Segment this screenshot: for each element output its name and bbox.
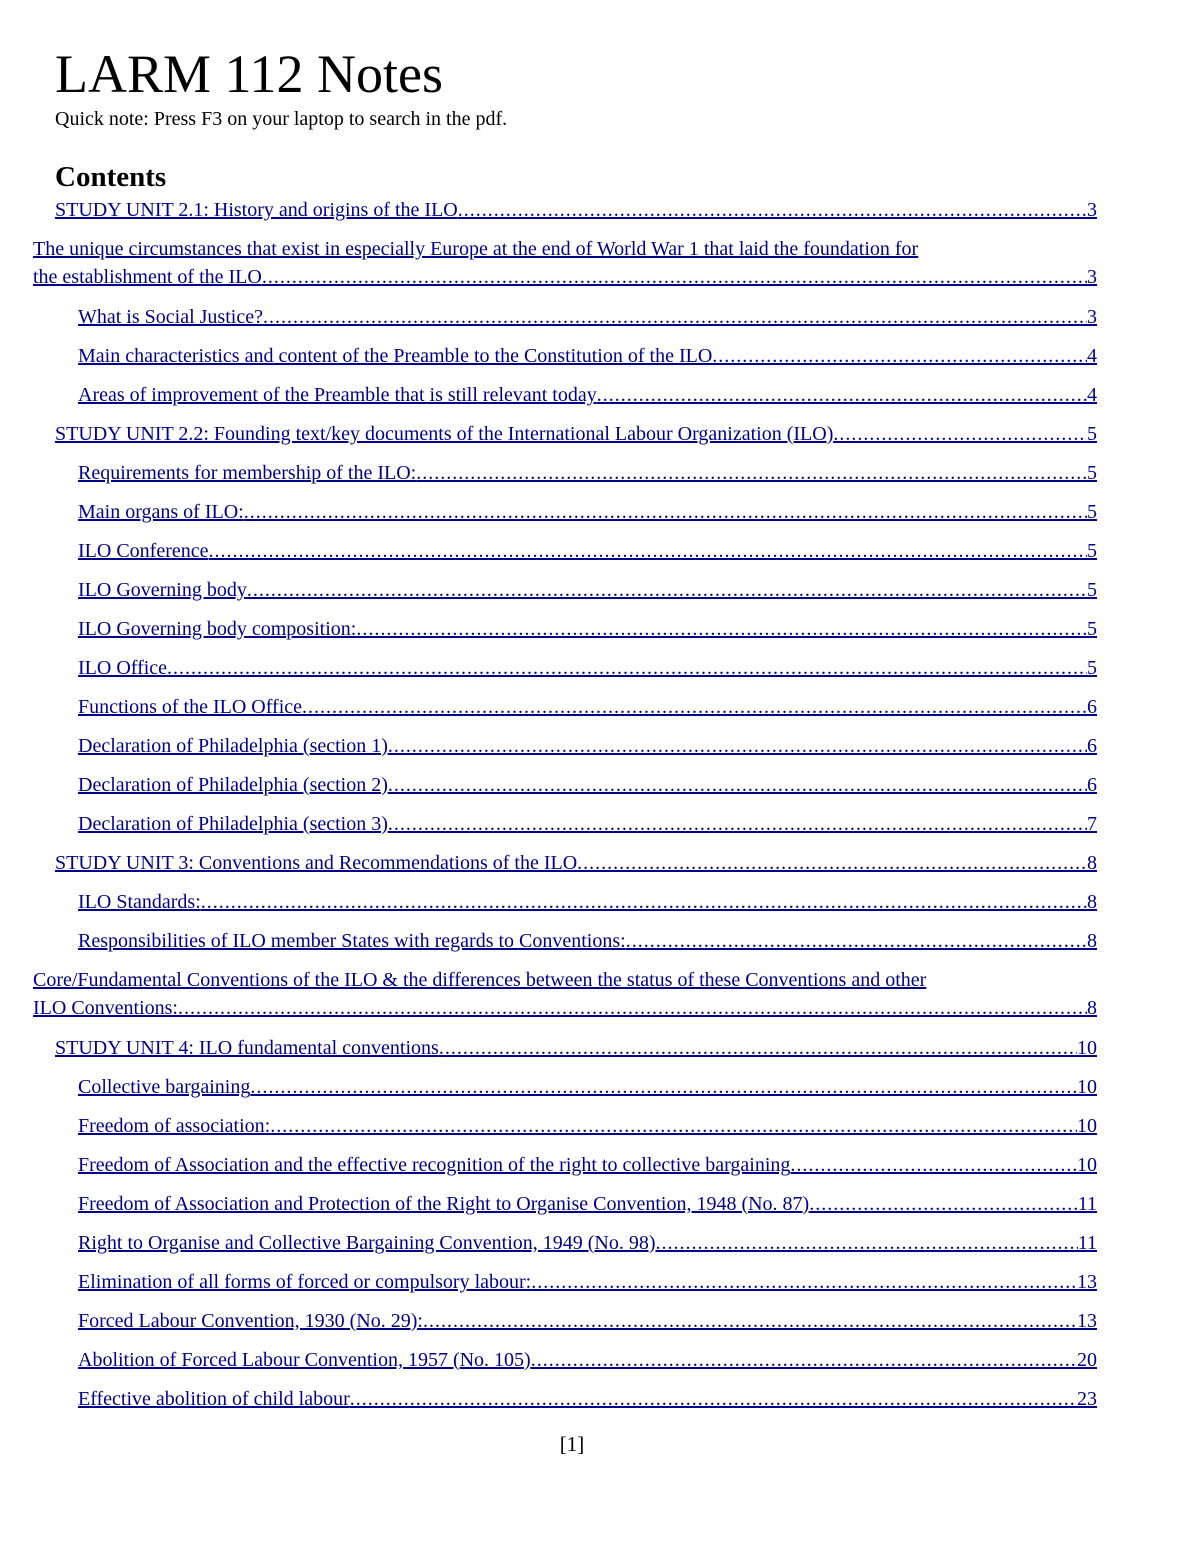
toc-entry-text: Declaration of Philadelphia (section 3) bbox=[78, 813, 388, 835]
toc-entry-row bbox=[78, 1112, 1097, 1140]
toc-entry-text: Right to Organise and Collective Bargaining Convention, 1949 (No. 98) bbox=[78, 1232, 656, 1254]
toc-entry-page: 8 bbox=[1087, 891, 1097, 913]
toc-entry-text: STUDY UNIT 2.1: History and origins of the ILO bbox=[55, 199, 458, 221]
toc-entry[interactable] bbox=[78, 1268, 1097, 1296]
toc-dot-leader bbox=[262, 263, 1087, 291]
toc-entry-text: ILO Governing body composition: bbox=[78, 618, 357, 640]
toc-entry[interactable] bbox=[78, 342, 1097, 370]
toc-dot-leader bbox=[626, 927, 1087, 955]
document-subtitle: Quick note: Press F3 on your laptop to search in the pdf. bbox=[55, 108, 508, 130]
toc-entry-page: 4 bbox=[1087, 384, 1097, 406]
toc-entry-text: Collective bargaining bbox=[78, 1076, 251, 1098]
toc-dot-leader bbox=[270, 1112, 1077, 1140]
toc-dot-leader bbox=[656, 1229, 1078, 1257]
toc-entry-text: Freedom of association: bbox=[78, 1115, 271, 1137]
toc-dot-leader bbox=[809, 1190, 1078, 1218]
toc-entry-text: What is Social Justice? bbox=[78, 306, 263, 328]
toc-entry[interactable] bbox=[78, 537, 1097, 565]
toc-dot-leader bbox=[416, 459, 1087, 487]
toc-entry[interactable] bbox=[78, 888, 1097, 916]
toc-entry-row bbox=[78, 459, 1097, 487]
toc-entry[interactable] bbox=[78, 1190, 1097, 1218]
toc-entry-row bbox=[78, 810, 1097, 838]
toc-dot-leader bbox=[712, 342, 1087, 370]
toc-entry[interactable] bbox=[78, 771, 1097, 799]
toc-entry-page: 3 bbox=[1087, 199, 1097, 221]
toc-entry-text: Functions of the ILO Office bbox=[78, 696, 303, 718]
toc-entry[interactable] bbox=[78, 303, 1097, 331]
toc-entry-text-line1: Core/Fundamental Conventions of the ILO & the differences between the status of these Conventions and other bbox=[33, 969, 927, 991]
toc-entry-row bbox=[78, 693, 1097, 721]
toc-entry-text: ILO Conventions: bbox=[33, 997, 178, 1019]
toc-entry[interactable] bbox=[78, 498, 1097, 526]
toc-entry-row bbox=[78, 1151, 1097, 1179]
toc-entry[interactable] bbox=[55, 849, 1097, 877]
toc-entry-page: 13 bbox=[1077, 1271, 1097, 1293]
toc-entry[interactable] bbox=[78, 459, 1097, 487]
toc-entry-row bbox=[33, 263, 1097, 291]
toc-entry[interactable] bbox=[55, 420, 1097, 448]
toc-entry-row bbox=[78, 654, 1097, 682]
toc-entry-text: Freedom of Association and the effective recognition of the right to collective bargaining bbox=[78, 1154, 791, 1176]
toc-dot-leader bbox=[388, 771, 1087, 799]
toc-entry-text: Declaration of Philadelphia (section 1) bbox=[78, 735, 388, 757]
toc-entry-page: 6 bbox=[1087, 774, 1097, 796]
toc-entry[interactable] bbox=[78, 615, 1097, 643]
toc-entry-page: 23 bbox=[1077, 1388, 1097, 1410]
toc-entry[interactable] bbox=[78, 576, 1097, 604]
toc-entry-row bbox=[78, 342, 1097, 370]
toc-entry[interactable] bbox=[78, 1112, 1097, 1140]
toc-entry-text: Freedom of Association and Protection of the Right to Organise Convention, 1948 (No. 87) bbox=[78, 1193, 810, 1215]
toc-entry-text: Declaration of Philadelphia (section 2) bbox=[78, 774, 388, 796]
toc-entry-page: 5 bbox=[1087, 423, 1097, 445]
toc-dot-leader bbox=[356, 615, 1087, 643]
toc-entry-text: ILO Governing body bbox=[78, 579, 247, 601]
toc-entry-row bbox=[55, 1034, 1097, 1062]
toc-entry[interactable] bbox=[33, 966, 1097, 1022]
toc-entry-row bbox=[78, 732, 1097, 760]
toc-entry-text: STUDY UNIT 2.2: Founding text/key documents of the International Labour Organization (ILO) bbox=[55, 423, 834, 445]
toc-dot-leader bbox=[531, 1268, 1077, 1296]
toc-entry-page: 20 bbox=[1077, 1349, 1097, 1371]
toc-dot-leader bbox=[531, 1346, 1077, 1374]
toc-entry-row bbox=[78, 1190, 1097, 1218]
toc-entry[interactable] bbox=[78, 927, 1097, 955]
toc-entry-page: 7 bbox=[1087, 813, 1097, 835]
toc-entry-page: 8 bbox=[1087, 930, 1097, 952]
toc-entry[interactable] bbox=[33, 235, 1097, 291]
toc-dot-leader bbox=[178, 994, 1087, 1022]
toc-entry-text: the establishment of the ILO bbox=[33, 266, 262, 288]
toc-entry-row bbox=[55, 849, 1097, 877]
toc-entry-page: 3 bbox=[1087, 306, 1097, 328]
toc-entry-row bbox=[78, 381, 1097, 409]
toc-dot-leader bbox=[209, 537, 1088, 565]
toc-entry-page: 10 bbox=[1077, 1076, 1097, 1098]
toc-entry-page: 3 bbox=[1087, 266, 1097, 288]
toc-dot-leader bbox=[833, 420, 1087, 448]
toc-entry-row bbox=[78, 1307, 1097, 1335]
toc-entry-page: 8 bbox=[1087, 997, 1097, 1019]
toc-entry-text: STUDY UNIT 3: Conventions and Recommendations of the ILO bbox=[55, 852, 578, 874]
toc-entry-row bbox=[78, 1385, 1097, 1413]
toc-entry-page: 10 bbox=[1077, 1115, 1097, 1137]
toc-entry-row bbox=[78, 1268, 1097, 1296]
contents-heading: Contents bbox=[55, 161, 167, 193]
toc-dot-leader bbox=[302, 693, 1087, 721]
toc-entry-row bbox=[78, 927, 1097, 955]
toc-dot-leader bbox=[250, 1073, 1077, 1101]
toc-entry[interactable] bbox=[55, 196, 1097, 224]
document-title: LARM 112 Notes bbox=[55, 44, 443, 104]
toc-entry-page: 5 bbox=[1087, 618, 1097, 640]
toc-entry-row bbox=[33, 994, 1097, 1022]
toc-dot-leader bbox=[350, 1385, 1077, 1413]
toc-entry-page: 6 bbox=[1087, 735, 1097, 757]
page-number: [1] bbox=[559, 1432, 585, 1456]
toc-entry-text-line1: The unique circumstances that exist in especially Europe at the end of World War 1 that laid the foundation for bbox=[33, 238, 919, 260]
toc-entry-page: 10 bbox=[1077, 1037, 1097, 1059]
toc-entry-text: Areas of improvement of the Preamble that is still relevant today bbox=[78, 384, 597, 406]
toc-entry-page: 5 bbox=[1087, 657, 1097, 679]
toc-entry[interactable] bbox=[78, 1346, 1097, 1374]
toc-entry[interactable] bbox=[78, 1151, 1097, 1179]
toc-entry-row bbox=[78, 1229, 1097, 1257]
toc-entry-row bbox=[78, 615, 1097, 643]
toc-entry-text: Elimination of all forms of forced or compulsory labour: bbox=[78, 1271, 532, 1293]
toc-dot-leader bbox=[577, 849, 1087, 877]
toc-entry[interactable] bbox=[78, 381, 1097, 409]
toc-entry-page: 5 bbox=[1087, 540, 1097, 562]
toc-entry-row bbox=[78, 1346, 1097, 1374]
toc-dot-leader bbox=[388, 732, 1087, 760]
toc-entry-text: ILO Standards: bbox=[78, 891, 201, 913]
toc-entry[interactable] bbox=[78, 1385, 1097, 1413]
toc-entry-text: Effective abolition of child labour bbox=[78, 1388, 350, 1410]
toc-entry-page: 5 bbox=[1087, 462, 1097, 484]
toc-dot-leader bbox=[244, 498, 1087, 526]
toc-entry-row bbox=[78, 303, 1097, 331]
toc-dot-leader bbox=[458, 196, 1087, 224]
toc-entry-text: STUDY UNIT 4: ILO fundamental conventions bbox=[55, 1037, 439, 1059]
toc-entry-page: 5 bbox=[1087, 501, 1097, 523]
toc-entry-row bbox=[78, 1073, 1097, 1101]
toc-entry-text: Abolition of Forced Labour Convention, 1957 (No. 105) bbox=[78, 1349, 531, 1371]
toc-entry-text: Main organs of ILO: bbox=[78, 501, 244, 523]
toc-entry-row bbox=[78, 576, 1097, 604]
toc-dot-leader bbox=[201, 888, 1087, 916]
toc-dot-leader bbox=[388, 810, 1087, 838]
toc-entry[interactable] bbox=[78, 732, 1097, 760]
toc-entry[interactable] bbox=[78, 1073, 1097, 1101]
toc-dot-leader bbox=[597, 381, 1087, 409]
toc-entry-row bbox=[78, 498, 1097, 526]
toc-entry-page: 5 bbox=[1087, 579, 1097, 601]
toc-entry-row bbox=[78, 537, 1097, 565]
toc-entry-row bbox=[55, 196, 1097, 224]
toc-entry[interactable] bbox=[78, 654, 1097, 682]
toc-entry-text: ILO Office bbox=[78, 657, 168, 679]
toc-entry-page: 6 bbox=[1087, 696, 1097, 718]
toc-entry-page: 11 bbox=[1077, 1193, 1097, 1215]
toc-entry[interactable] bbox=[55, 1034, 1097, 1062]
toc-entry[interactable] bbox=[78, 693, 1097, 721]
toc-entry-text: Responsibilities of ILO member States with regards to Conventions: bbox=[78, 930, 626, 952]
toc-entry[interactable] bbox=[78, 1229, 1097, 1257]
toc-dot-leader bbox=[439, 1034, 1077, 1062]
toc-entry-text: Requirements for membership of the ILO: bbox=[78, 462, 417, 484]
toc-dot-leader bbox=[247, 576, 1087, 604]
toc-entry-text: Forced Labour Convention, 1930 (No. 29): bbox=[78, 1310, 423, 1332]
toc-entry-page: 10 bbox=[1077, 1154, 1097, 1176]
toc-entry-text: ILO Conference bbox=[78, 540, 209, 562]
toc-entry-page: 11 bbox=[1077, 1232, 1097, 1254]
toc-entry-row bbox=[78, 771, 1097, 799]
toc-entry-row bbox=[55, 420, 1097, 448]
toc-entry-row bbox=[78, 888, 1097, 916]
toc-entry-page: 13 bbox=[1077, 1310, 1097, 1332]
toc-dot-leader bbox=[790, 1151, 1077, 1179]
toc-dot-leader bbox=[423, 1307, 1077, 1335]
toc-entry[interactable] bbox=[78, 1307, 1097, 1335]
toc-dot-leader bbox=[167, 654, 1087, 682]
toc-entry-page: 4 bbox=[1087, 345, 1097, 367]
toc-entry[interactable] bbox=[78, 810, 1097, 838]
toc-entry-page: 8 bbox=[1087, 852, 1097, 874]
toc-dot-leader bbox=[263, 303, 1087, 331]
toc-entry-text: Main characteristics and content of the Preamble to the Constitution of the ILO bbox=[78, 345, 713, 367]
